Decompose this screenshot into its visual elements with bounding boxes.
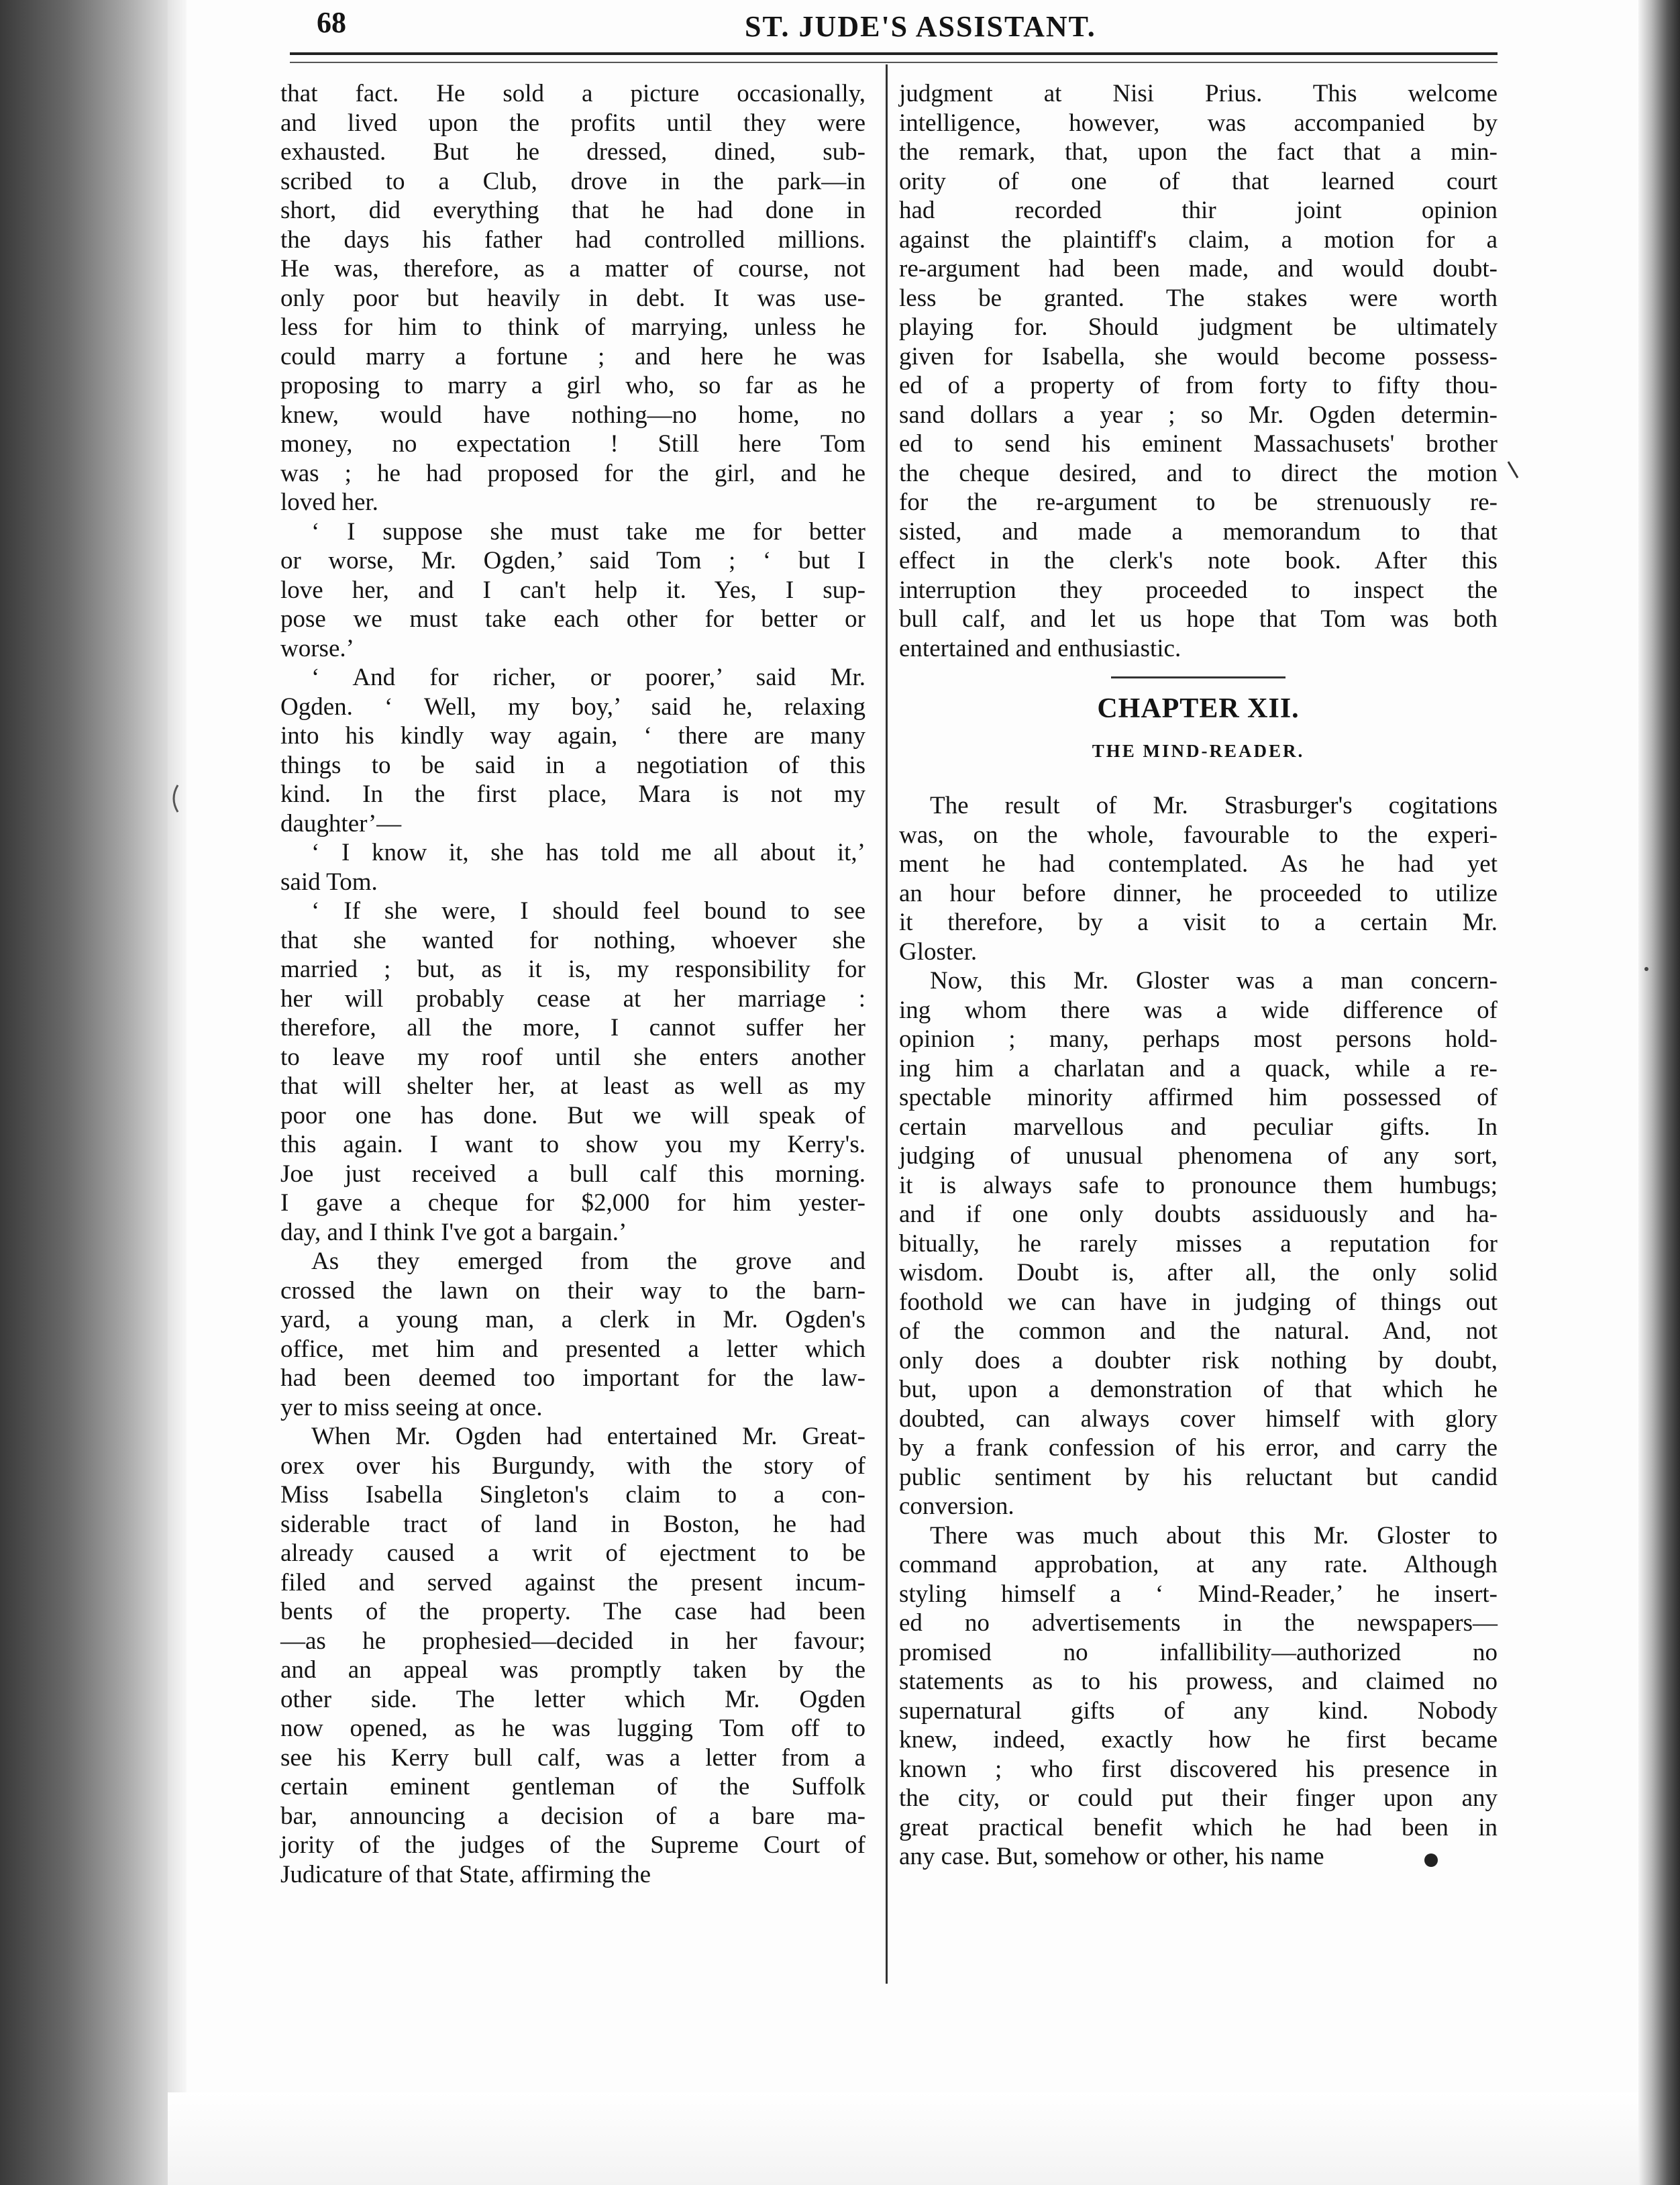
text-line: ‘ And for richer, or poorer,’ said Mr. xyxy=(311,664,865,691)
text-line: spectable minority affirmed him possessed of xyxy=(899,1084,1498,1111)
text-line: sand dollars a year ; so Mr. Ogden determin- xyxy=(899,401,1498,429)
text-line: worse.’ xyxy=(280,634,354,662)
paragraph xyxy=(280,1247,865,1422)
text-line: by a frank confession of his error, and carry the xyxy=(899,1434,1498,1462)
header-rule xyxy=(290,52,1498,55)
text-line: Joe just received a bull calf this morning. xyxy=(280,1160,865,1188)
text-line: for the re-argument to be strenuously re- xyxy=(899,489,1498,516)
text-line: that fact. He sold a picture occasionally, xyxy=(280,80,865,107)
text-line: effect in the clerk's note book. After this xyxy=(899,547,1498,574)
paragraph xyxy=(280,79,865,517)
page-number: 68 xyxy=(317,6,346,39)
text-line: that will shelter her, at least as well as my xyxy=(280,1072,865,1100)
text-line: an hour before dinner, he proceeded to utilize xyxy=(899,879,1498,907)
text-line: it therefore, by a visit to a certain Mr. xyxy=(899,909,1498,936)
text-line: loved her. xyxy=(280,489,378,516)
text-line: great practical benefit which he had been in xyxy=(899,1813,1498,1841)
text-line: orex over his Burgundy, with the story of xyxy=(280,1452,865,1480)
text-line: into his kindly way again, ‘ there are many xyxy=(280,722,865,750)
scan-bottom-margin xyxy=(168,2092,1638,2185)
text-line: public sentiment by his reluctant but candid xyxy=(899,1463,1498,1491)
text-line: ed of a property of from forty to fifty thou- xyxy=(899,372,1498,399)
text-line: —as he prophesied—decided in her favour; xyxy=(280,1627,865,1655)
text-line: doubted, can always cover himself with glory xyxy=(899,1405,1498,1433)
text-line: bull calf, and let us hope that Tom was both xyxy=(899,605,1498,633)
text-line: of the common and the natural. And, not xyxy=(899,1317,1498,1345)
text-line: ing whom there was a wide difference of xyxy=(899,996,1498,1024)
text-line: see his Kerry bull calf, was a letter from a xyxy=(280,1743,865,1772)
right-column-text-after-chapter xyxy=(899,791,1498,1872)
text-line: and an appeal was promptly taken by the xyxy=(280,1656,865,1684)
text-line: and lived upon the profits until they were xyxy=(280,109,865,137)
text-line: I gave a cheque for $2,000 for him yester- xyxy=(280,1189,865,1217)
text-line: He was, therefore, as a matter of course, not xyxy=(280,255,865,283)
text-line: to leave my roof until she enters another xyxy=(280,1043,865,1071)
text-line: ‘ I know it, she has told me all about it,’ xyxy=(311,839,865,866)
text-line: siderable tract of land in Boston, he had xyxy=(280,1510,865,1538)
text-line: it is always safe to pronounce them humbugs; xyxy=(899,1171,1498,1199)
text-line: When Mr. Ogden had entertained Mr. Great- xyxy=(311,1423,865,1450)
page-gutter xyxy=(168,0,187,2185)
text-line: re-argument had been made, and would doubt- xyxy=(899,255,1498,283)
text-line: playing for. Should judgment be ultimately xyxy=(899,313,1498,341)
text-line: knew, indeed, exactly how he first became xyxy=(899,1726,1498,1754)
text-line: judging of unusual phenomena of any sort, xyxy=(899,1142,1498,1170)
text-line: ority of one of that learned court xyxy=(899,167,1498,195)
paragraph xyxy=(280,1422,865,1889)
paragraph xyxy=(899,791,1498,966)
chapter-rule xyxy=(1111,676,1285,678)
text-line: filed and served against the present incum- xyxy=(280,1568,865,1596)
chapter-title: CHAPTER XII. xyxy=(1097,693,1300,724)
text-line: could marry a fortune ; and here he was xyxy=(280,342,865,370)
paragraph xyxy=(280,838,865,897)
text-line: sisted, and made a memorandum to that xyxy=(899,517,1498,546)
text-line: command approbation, at any rate. Although xyxy=(899,1551,1498,1578)
text-line: intelligence, however, was accompanied by xyxy=(899,109,1498,137)
text-line: ed no advertisements in the newspapers— xyxy=(899,1609,1498,1637)
paragraph xyxy=(899,1521,1498,1872)
text-line: already caused a writ of ejectment to be xyxy=(280,1539,865,1567)
text-line: judgment at Nisi Prius. This welcome xyxy=(899,80,1498,107)
text-line: bitually, he rarely misses a reputation for xyxy=(899,1229,1498,1258)
text-line: or worse, Mr. Ogden,’ said Tom ; ‘ but I xyxy=(280,547,865,574)
text-line: short, did everything that he had done in xyxy=(280,197,865,224)
text-line: and if one only doubts assiduously and ha- xyxy=(899,1201,1498,1228)
text-line: things to be said in a negotiation of this xyxy=(280,751,865,779)
text-line: was ; he had proposed for the girl, and he xyxy=(280,459,865,487)
text-line: conversion. xyxy=(899,1492,1014,1520)
text-line: wisdom. Doubt is, after all, the only solid xyxy=(899,1259,1498,1286)
text-line: pose we must take each other for better or xyxy=(280,605,865,633)
right-column xyxy=(899,79,1498,1872)
paragraph xyxy=(280,517,865,664)
text-line: Miss Isabella Singleton's claim to a con- xyxy=(280,1481,865,1509)
paragraph xyxy=(899,966,1498,1521)
text-line: only does a doubter risk nothing by doubt, xyxy=(899,1346,1498,1374)
scan-left-shadow xyxy=(0,0,168,2185)
text-line: the cheque desired, and to direct the motion xyxy=(899,459,1498,487)
text-line: against the plaintiff's claim, a motion for a xyxy=(899,225,1498,254)
text-line: interruption they proceeded to inspect the xyxy=(899,576,1498,604)
text-line: had recorded thir joint opinion xyxy=(899,197,1498,224)
text-line: less for him to think of marrying, unless he xyxy=(280,313,865,341)
text-line: bar, announcing a decision of a bare ma- xyxy=(280,1802,865,1830)
text-line: other side. The letter which Mr. Ogden xyxy=(280,1685,865,1713)
text-line: that she wanted for nothing, whoever she xyxy=(280,926,865,954)
chapter-subtitle: THE MIND-READER. xyxy=(1092,741,1305,761)
paragraph xyxy=(899,79,1498,663)
text-line: daughter’— xyxy=(280,809,402,837)
running-head: ST. JUDE'S ASSISTANT. xyxy=(745,10,1096,43)
text-line: entertained and enthusiastic. xyxy=(899,634,1182,662)
text-line: supernatural gifts of any kind. Nobody xyxy=(899,1696,1498,1725)
text-line: foothold we can have in judging of things out xyxy=(899,1288,1498,1316)
text-line: proposing to marry a girl who, so far as he xyxy=(280,372,865,399)
text-line: scribed to a Club, drove in the park—in xyxy=(280,167,865,195)
paragraph xyxy=(280,663,865,838)
text-line: As they emerged from the grove and xyxy=(311,1248,865,1275)
text-line: the days his father had controlled millions. xyxy=(280,225,865,254)
left-column xyxy=(280,79,865,1889)
text-line: said Tom. xyxy=(280,868,378,896)
text-line: There was much about this Mr. Gloster to xyxy=(930,1521,1498,1549)
text-line: love her, and I can't help it. Yes, I sup- xyxy=(280,576,865,604)
header-rule-thin xyxy=(290,62,1498,63)
text-line: ment he had contemplated. As he had yet xyxy=(899,850,1498,878)
text-line: Judicature of that State, affirming the xyxy=(280,1860,651,1888)
text-line: day, and I think I've got a bargain.’ xyxy=(280,1218,627,1246)
text-line: exhausted. But he dressed, dined, sub- xyxy=(280,138,865,166)
text-line: any case. But, somehow or other, his name xyxy=(899,1843,1324,1870)
text-line: statements as to his prowess, and claimed no xyxy=(899,1668,1498,1695)
text-line: promised no infallibility—authorized no xyxy=(899,1638,1498,1666)
text-line: Gloster. xyxy=(899,937,978,966)
text-line: married ; but, as it is, my responsibility for xyxy=(280,956,865,983)
text-line: given for Isabella, she would become possess- xyxy=(899,342,1498,370)
text-line: certain marvellous and peculiar gifts. In xyxy=(899,1113,1498,1141)
text-line: opinion ; many, perhaps most persons hold- xyxy=(899,1025,1498,1053)
text-line: her will probably cease at her marriage : xyxy=(280,984,865,1013)
text-line: Ogden. ‘ Well, my boy,’ said he, relaxing xyxy=(280,693,865,721)
text-line: office, met him and presented a letter which xyxy=(280,1335,865,1363)
text-line: now opened, as he was lugging Tom off to xyxy=(280,1715,865,1742)
text-line: certain eminent gentleman of the Suffolk xyxy=(280,1773,865,1800)
text-line: therefore, all the more, I cannot suffer her xyxy=(280,1014,865,1041)
column-divider xyxy=(886,64,888,1984)
text-line: ‘ I suppose she must take me for better xyxy=(311,517,865,546)
text-line: styling himself a ‘ Mind-Reader,’ he insert- xyxy=(899,1580,1498,1608)
text-line: less be granted. The stakes were worth xyxy=(899,284,1498,312)
text-line: ‘ If she were, I should feel bound to see xyxy=(311,897,865,925)
text-line: knew, would have nothing—no home, no xyxy=(280,401,865,429)
text-line: had been deemed too important for the law- xyxy=(280,1364,865,1392)
text-line: yer to miss seeing at once. xyxy=(280,1393,543,1421)
text-line: kind. In the first place, Mara is not my xyxy=(280,780,865,808)
text-line: but, upon a demonstration of that which he xyxy=(899,1376,1498,1403)
text-line: jority of the judges of the Supreme Court of xyxy=(280,1831,865,1859)
text-line: ing him a charlatan and a quack, while a re- xyxy=(899,1054,1498,1082)
text-line: crossed the lawn on their way to the barn- xyxy=(280,1276,865,1305)
text-line: ed to send his eminent Massachusets' brother xyxy=(899,430,1498,458)
text-line: this again. I want to show you my Kerry's. xyxy=(280,1131,865,1158)
text-line: The result of Mr. Strasburger's cogitations xyxy=(930,792,1498,819)
text-line: yard, a young man, a clerk in Mr. Ogden's xyxy=(280,1306,865,1333)
text-line: only poor but heavily in debt. It was use- xyxy=(280,284,865,312)
text-line: bents of the property. The case had been xyxy=(280,1598,865,1625)
text-line: known ; who first discovered his presence in xyxy=(899,1755,1498,1783)
paragraph xyxy=(280,897,865,1247)
text-line: was, on the whole, favourable to the experi- xyxy=(899,821,1498,849)
right-column-text-before-chapter xyxy=(899,79,1498,663)
scan-right-edge xyxy=(1638,0,1680,2185)
text-line: the remark, that, upon the fact that a min- xyxy=(899,138,1498,166)
text-line: poor one has done. But we will speak of xyxy=(280,1101,865,1129)
text-line: the city, or could put their finger upon any xyxy=(899,1784,1498,1812)
text-line: money, no expectation ! Still here Tom xyxy=(280,430,865,458)
text-line: Now, this Mr. Gloster was a man concern- xyxy=(930,967,1498,995)
